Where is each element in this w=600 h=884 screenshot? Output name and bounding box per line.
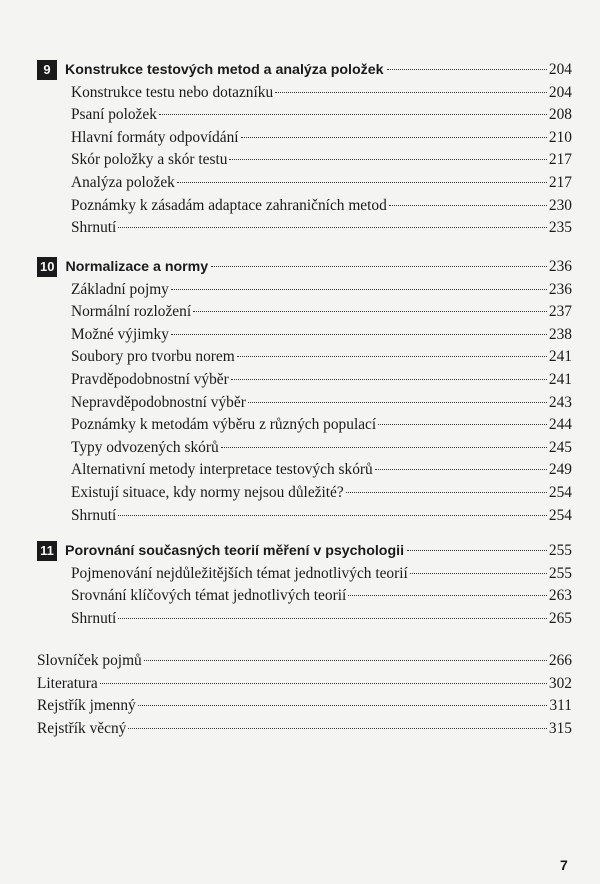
entry-title: Psaní položek bbox=[71, 106, 157, 124]
dot-leader bbox=[118, 618, 547, 619]
dot-leader bbox=[387, 69, 547, 70]
entry-title: Shrnutí bbox=[71, 609, 117, 627]
dot-leader bbox=[375, 469, 547, 470]
dot-leader bbox=[407, 550, 547, 551]
toc-entry[interactable] bbox=[37, 673, 572, 696]
entry-title: Poznámky k metodám výběru z různých populací bbox=[71, 416, 377, 434]
page-ref: 263 bbox=[548, 587, 572, 605]
entry-title: Analýza položek bbox=[71, 173, 175, 191]
page-ref: 315 bbox=[548, 719, 572, 737]
chapter-11 bbox=[37, 540, 572, 630]
dot-leader bbox=[171, 334, 547, 335]
page-ref: 255 bbox=[548, 564, 572, 582]
toc-entry[interactable] bbox=[37, 718, 572, 741]
dot-leader bbox=[211, 266, 547, 267]
dot-leader bbox=[237, 356, 547, 357]
dot-leader bbox=[248, 402, 547, 403]
chapter-title: Konstrukce testových metod a analýza položek bbox=[65, 62, 384, 78]
toc-entry[interactable] bbox=[37, 695, 572, 718]
entry-title: Pravděpodobnostní výběr bbox=[71, 370, 229, 388]
chapter-10 bbox=[37, 256, 572, 527]
dot-leader bbox=[378, 424, 547, 425]
page-ref: 244 bbox=[548, 416, 572, 434]
chapter-number: 11 bbox=[37, 541, 57, 561]
dot-leader bbox=[171, 289, 547, 290]
entry-title: Poznámky k zásadám adaptace zahraničních metod bbox=[71, 196, 387, 214]
toc-entry[interactable] bbox=[37, 563, 572, 586]
page-ref: 241 bbox=[548, 348, 572, 366]
page-ref: 238 bbox=[548, 325, 572, 343]
toc-entry[interactable] bbox=[37, 346, 572, 369]
entry-title: Konstrukce testu nebo dotazníku bbox=[71, 83, 274, 101]
page-number: 7 bbox=[560, 857, 568, 873]
page-ref: 217 bbox=[548, 173, 572, 191]
entry-title: Možné výjimky bbox=[71, 325, 169, 343]
toc-entry[interactable] bbox=[37, 650, 572, 673]
entry-title: Shrnutí bbox=[71, 506, 117, 524]
entry-title: Skór položky a skór testu bbox=[71, 151, 228, 169]
toc-entry[interactable] bbox=[37, 324, 572, 347]
dot-leader bbox=[118, 227, 547, 228]
toc-entry[interactable] bbox=[37, 585, 572, 608]
entry-title: Hlavní formáty odpovídání bbox=[71, 128, 239, 146]
chapter-heading[interactable] bbox=[37, 256, 572, 279]
chapter-heading[interactable] bbox=[37, 540, 572, 563]
entry-title: Pojmenování nejdůležitějších témat jednotlivých teorií bbox=[71, 564, 408, 582]
entry-title: Alternativní metody interpretace testových skórů bbox=[71, 461, 373, 479]
toc-entry[interactable] bbox=[37, 127, 572, 150]
dot-leader bbox=[348, 595, 547, 596]
page-ref: 243 bbox=[548, 393, 572, 411]
page-ref: 302 bbox=[548, 674, 572, 692]
dot-leader bbox=[177, 182, 547, 183]
toc-entry[interactable] bbox=[37, 104, 572, 127]
toc-entry[interactable] bbox=[37, 279, 572, 302]
dot-leader bbox=[193, 311, 547, 312]
toc-entry[interactable] bbox=[37, 217, 572, 240]
toc-entry[interactable] bbox=[37, 301, 572, 324]
dot-leader bbox=[410, 573, 547, 574]
chapter-number: 10 bbox=[37, 257, 57, 277]
chapter-title: Porovnání současných teorií měření v psychologii bbox=[65, 543, 405, 559]
page-ref: 237 bbox=[548, 303, 572, 321]
entry-title: Literatura bbox=[37, 674, 98, 692]
entry-title: Základní pojmy bbox=[71, 280, 169, 298]
toc-entry[interactable] bbox=[37, 149, 572, 172]
chapter-number: 9 bbox=[37, 60, 57, 80]
toc-entry[interactable] bbox=[37, 172, 572, 195]
page-ref: 236 bbox=[548, 280, 572, 298]
entry-title: Soubory pro tvorbu norem bbox=[71, 348, 235, 366]
entry-title: Existují situace, kdy normy nejsou důležité? bbox=[71, 483, 344, 501]
page-ref: 311 bbox=[549, 697, 572, 715]
page-ref: 254 bbox=[548, 483, 572, 501]
dot-leader bbox=[346, 492, 547, 493]
dot-leader bbox=[241, 137, 547, 138]
page-ref: 208 bbox=[548, 106, 572, 124]
page-ref: 265 bbox=[548, 609, 572, 627]
dot-leader bbox=[100, 683, 547, 684]
chapter-9 bbox=[37, 59, 572, 240]
entry-title: Typy odvozených skórů bbox=[71, 438, 219, 456]
page-ref: 204 bbox=[548, 61, 572, 78]
entry-title: Srovnání klíčových témat jednotlivých teorií bbox=[71, 587, 347, 605]
page-ref: 254 bbox=[548, 506, 572, 524]
page-ref: 266 bbox=[548, 652, 572, 669]
entry-title: Shrnutí bbox=[71, 219, 117, 237]
page-ref: 249 bbox=[548, 461, 572, 479]
end-matter-list bbox=[37, 650, 572, 740]
dot-leader bbox=[389, 205, 547, 206]
page-ref: 235 bbox=[548, 219, 572, 237]
page-ref: 255 bbox=[548, 542, 572, 559]
toc-entry[interactable] bbox=[37, 82, 572, 105]
page-ref: 241 bbox=[548, 370, 572, 388]
dot-leader bbox=[159, 114, 547, 115]
toc-entry[interactable] bbox=[37, 505, 572, 528]
dot-leader bbox=[128, 728, 547, 729]
toc-entry[interactable] bbox=[37, 608, 572, 631]
page-ref: 236 bbox=[548, 258, 572, 275]
toc-entry[interactable] bbox=[37, 392, 572, 415]
page-ref: 217 bbox=[548, 151, 572, 169]
dot-leader bbox=[221, 447, 547, 448]
entry-title: Rejstřík jmenný bbox=[37, 697, 136, 715]
page-ref: 210 bbox=[548, 128, 572, 146]
entry-title: Normální rozložení bbox=[71, 303, 192, 321]
dot-leader bbox=[144, 660, 547, 661]
toc-entry[interactable] bbox=[37, 195, 572, 218]
chapter-title: Normalizace a normy bbox=[65, 259, 209, 275]
entry-title: Slovníček pojmů bbox=[37, 652, 142, 669]
chapter-heading[interactable] bbox=[37, 59, 572, 82]
dot-leader bbox=[275, 92, 547, 93]
page-ref: 230 bbox=[548, 196, 572, 214]
toc-entry[interactable] bbox=[37, 414, 572, 437]
toc-entry[interactable] bbox=[37, 437, 572, 460]
dot-leader bbox=[118, 515, 547, 516]
page-ref: 204 bbox=[548, 83, 572, 101]
entry-title: Rejstřík věcný bbox=[37, 719, 127, 737]
dot-leader bbox=[229, 159, 546, 160]
entry-title: Nepravděpodobnostní výběr bbox=[71, 393, 246, 411]
toc-entry[interactable] bbox=[37, 459, 572, 482]
dot-leader bbox=[231, 379, 547, 380]
toc-entry[interactable] bbox=[37, 369, 572, 392]
toc-entry[interactable] bbox=[37, 482, 572, 505]
dot-leader bbox=[138, 705, 548, 706]
page-ref: 245 bbox=[548, 438, 572, 456]
